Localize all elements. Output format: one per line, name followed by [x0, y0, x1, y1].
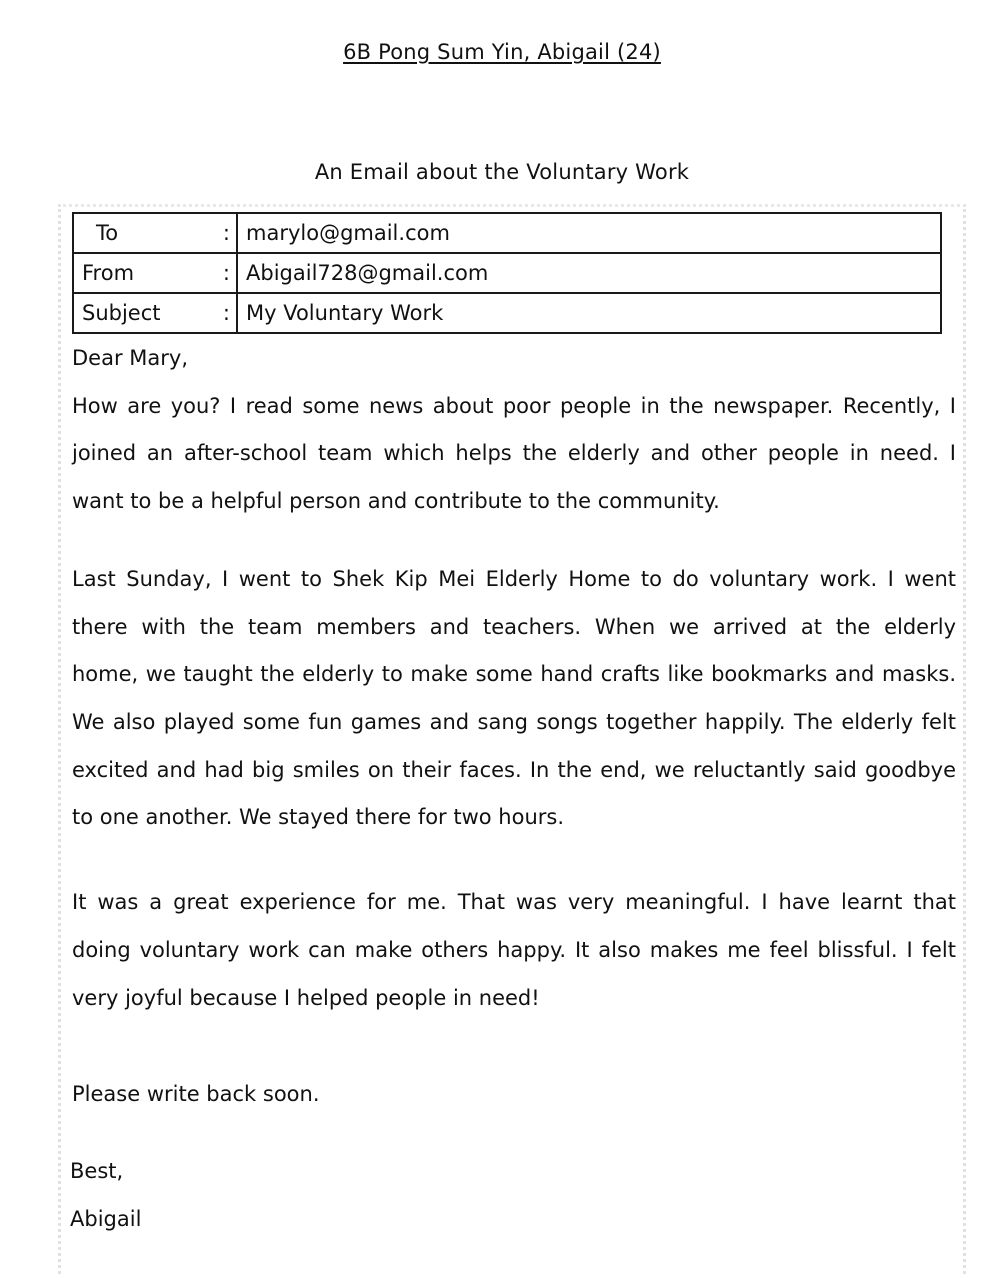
greeting: Dear Mary,	[72, 346, 188, 370]
to-colon: :	[216, 213, 237, 253]
subject-label: Subject	[73, 293, 216, 333]
email-from-row	[73, 253, 941, 293]
from-label: From	[73, 253, 216, 293]
paragraph-3-line-3: very joyful because I helped people in need!	[72, 986, 540, 1010]
email-header-table	[72, 212, 942, 334]
paragraph-1-line-1: How are you? I read some news about poor people in the newspaper. Recently, I	[72, 394, 956, 418]
signature: Abigail	[70, 1207, 142, 1231]
email-subject-row	[73, 293, 941, 333]
paragraph-2-line-2: there with the team members and teachers. When we arrived at the elderly	[72, 615, 956, 639]
from-value: Abigail728@gmail.com	[237, 253, 941, 293]
document-title: An Email about the Voluntary Work	[314, 160, 690, 184]
from-colon: :	[216, 253, 237, 293]
paragraph-2-line-5: excited and had big smiles on their faces. In the end, we reluctantly said goodbye	[72, 758, 956, 782]
subject-value: My Voluntary Work	[237, 293, 941, 333]
paragraph-1-line-2: joined an after-school team which helps the elderly and other people in need. I	[72, 441, 956, 465]
subject-colon: :	[216, 293, 237, 333]
paragraph-3-line-2: doing voluntary work can make others happy. It also makes me feel blissful. I felt	[72, 938, 956, 962]
to-label: To	[73, 213, 216, 253]
student-name-line: 6B Pong Sum Yin, Abigail (24)	[343, 40, 661, 64]
paragraph-3-line-1: It was a great experience for me. That was very meaningful. I have learnt that	[72, 890, 956, 914]
closing-request: Please write back soon.	[72, 1082, 320, 1106]
paragraph-2-line-6: to one another. We stayed there for two hours.	[72, 805, 565, 829]
paragraph-2-line-3: home, we taught the elderly to make some hand crafts like bookmarks and masks.	[72, 662, 956, 686]
paragraph-2-line-4: We also played some fun games and sang songs together happily. The elderly felt	[72, 710, 956, 734]
decorative-page-border	[58, 204, 966, 1274]
signoff: Best,	[70, 1159, 124, 1183]
email-to-row	[73, 213, 941, 253]
paragraph-2-line-1: Last Sunday, I went to Shek Kip Mei Elderly Home to do voluntary work. I went	[72, 567, 956, 591]
paragraph-1-line-3: want to be a helpful person and contribute to the community.	[72, 489, 720, 513]
to-value: marylo@gmail.com	[237, 213, 941, 253]
